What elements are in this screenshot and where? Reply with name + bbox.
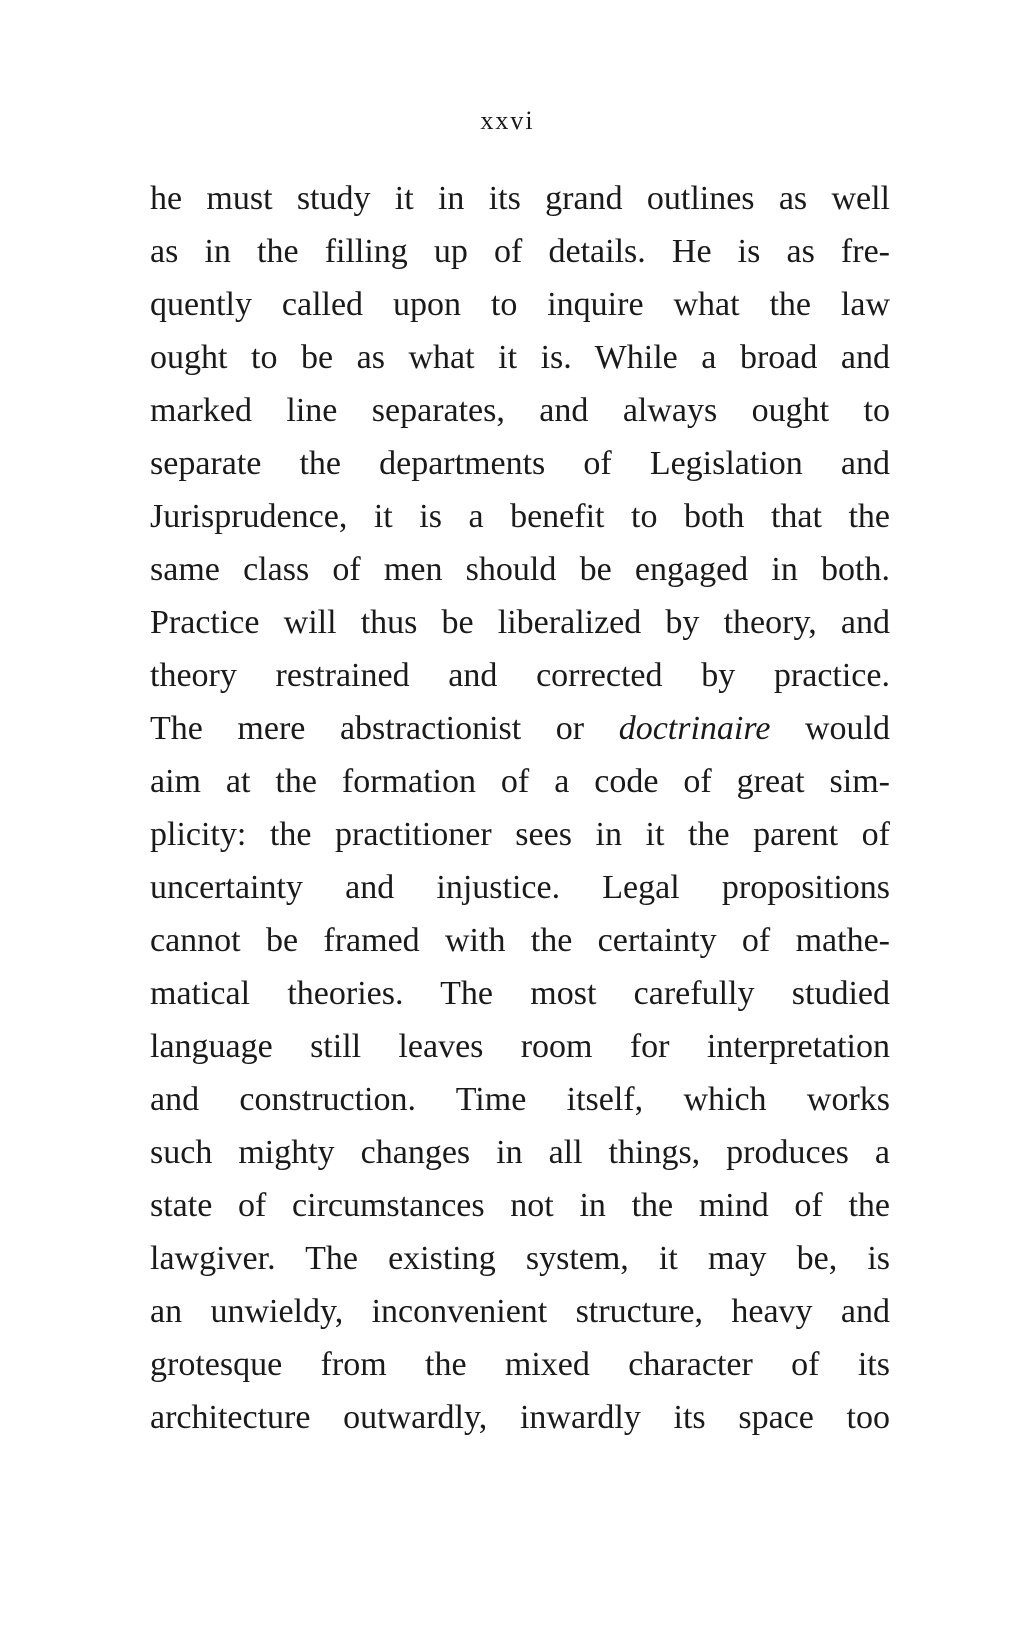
text-line: same class of men should be engaged in both. — [150, 551, 890, 588]
text-line: state of circumstances not in the mind of the — [150, 1187, 890, 1224]
text-line: cannot be framed with the certainty of mathe- — [150, 922, 890, 959]
page-number: xxvi — [480, 106, 535, 135]
text-line: architecture outwardly, inwardly its space too — [150, 1399, 890, 1436]
italic-term: doctrinaire — [618, 710, 771, 747]
text-line-start: The mere abstractionist or — [150, 710, 619, 747]
text-line: Jurisprudence, it is a benefit to both that the — [150, 498, 890, 535]
text-line: an unwieldy, inconvenient structure, heavy and — [150, 1293, 890, 1330]
text-line: matical theories. The most carefully studied — [150, 975, 890, 1012]
text-line: and construction. Time itself, which works — [150, 1081, 890, 1118]
text-line: such mighty changes in all things, produces a — [150, 1134, 890, 1171]
text-line: uncertainty and injustice. Legal propositions — [150, 869, 890, 906]
text-line — [150, 702, 890, 755]
text-line: Practice will thus be liberalized by theory, and — [150, 604, 890, 641]
text-line: aim at the formation of a code of great sim- — [150, 763, 890, 800]
text-line: plicity: the practitioner sees in it the parent of — [150, 816, 890, 853]
text-line: language still leaves room for interpretation — [150, 1028, 890, 1065]
text-line: separate the departments of Legislation and — [150, 445, 890, 482]
text-line: theory restrained and corrected by practice. — [150, 657, 890, 694]
text-line: he must study it in its grand outlines as well — [150, 180, 890, 217]
text-line-end: would — [770, 710, 891, 747]
text-line: grotesque from the mixed character of its — [150, 1346, 890, 1383]
text-line: marked line separates, and always ought to — [150, 392, 890, 429]
text-line: as in the filling up of details. He is as fre- — [150, 233, 890, 270]
body-text — [150, 172, 890, 1444]
text-line: lawgiver. The existing system, it may be, is — [150, 1240, 890, 1277]
text-line: ought to be as what it is. While a broad and — [150, 339, 890, 376]
text-line: quently called upon to inquire what the law — [150, 286, 890, 323]
